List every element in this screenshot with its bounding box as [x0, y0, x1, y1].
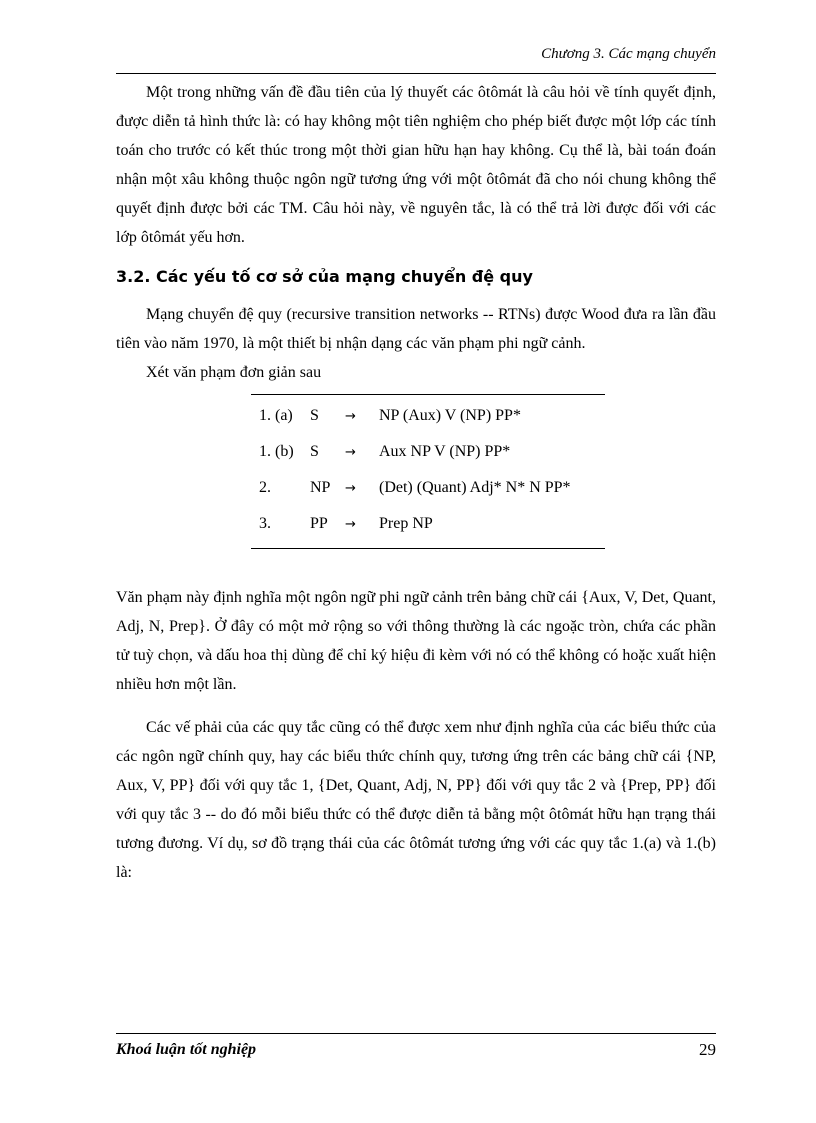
rule-number: 1. (a)	[259, 407, 293, 424]
grammar-rule-row	[251, 434, 605, 470]
rule-rhs: Prep NP	[379, 515, 433, 532]
intro-paragraph: Một trong những vấn đề đầu tiên của lý thuyết các ôtômát là câu hỏi về tính quyết định, được diễn tả hình thức là: có hay không một tiên nghiệm cho phép biết được một lớp các tính toán cho trước có kết thúc trong một thời gian hữu hạn hay không. Cụ thể là, bài toán đoán nhận một xâu không thuộc ngôn ngữ tương ứng với một ôtômát đã cho nói chung không thể quyết định được bởi các TM. Câu hỏi này, về nguyên tắc, là có thể trả lời được đối với các lớp ôtômát yếu hơn.	[116, 84, 716, 246]
section-heading: 3.2. Các yếu tố cơ sở của mạng chuyển đệ quy	[116, 267, 533, 286]
rule-number: 3.	[259, 515, 271, 532]
grammar-rule-row	[251, 398, 605, 434]
right-arrow-icon: →	[345, 444, 356, 460]
rule-number: 1. (b)	[259, 443, 294, 460]
right-arrow-icon: →	[345, 516, 356, 532]
right-arrow-icon: →	[345, 480, 356, 496]
rhs-paragraph: Các vế phải của các quy tắc cũng có thể được xem như định nghĩa của các biểu thức của các ngôn ngữ chính quy, hay các biểu thức chính quy, tương ứng trên các bảng chữ cái {NP, Aux, V, PP} đối với quy tắc 1, {Det, Quant, Adj, N, PP} đối với quy tắc 2 và {Prep, PP} đối với quy tắc 3 -- do đó mỗi biểu thức có thể được diễn tả bằng một ôtômát hữu hạn trạng thái tương đương. Ví dụ, sơ đồ trạng thái của các ôtômát tương ứng với các quy tắc 1.(a) và 1.(b) là:	[116, 719, 716, 881]
footer-title: Khoá luận tốt nghiệp	[116, 1041, 257, 1058]
rule-rhs: Aux NP V (NP) PP*	[379, 443, 511, 460]
rtn-paragraph: Mạng chuyển đệ quy (recursive transition networks -- RTNs) được Wood đưa ra lần đầu tiên vào năm 1970, là một thiết bị nhận dạng các văn phạm phi ngữ cảnh.	[116, 306, 716, 352]
consider-paragraph: Xét văn phạm đơn giản sau	[146, 364, 322, 381]
grammar-definition-paragraph: Văn phạm này định nghĩa một ngôn ngữ phi ngữ cảnh trên bảng chữ cái {Aux, V, Det, Quant, Adj, N, Prep}. Ở đây có một mở rộng so với thông thường là các ngoặc tròn, chứa các phần tử tuỳ chọn, và dấu hoa thị dùng để chỉ ký hiệu đi kèm với nó có thể không có hoặc xuất hiện nhiều hơn một lần.	[116, 589, 716, 693]
rule-number: 2.	[259, 479, 271, 496]
rule-lhs: S	[310, 443, 319, 460]
running-header: Chương 3. Các mạng chuyển	[541, 46, 716, 62]
header-divider	[116, 73, 716, 74]
rule-lhs: NP	[310, 479, 331, 496]
grammar-rules-table	[251, 394, 605, 549]
page-number: 29	[699, 1040, 716, 1059]
rule-lhs: S	[310, 407, 319, 424]
footer-divider	[116, 1033, 716, 1034]
page-body	[116, 78, 716, 887]
rule-lhs: PP	[310, 515, 328, 532]
grammar-rule-row	[251, 470, 605, 506]
rule-rhs: (Det) (Quant) Adj* N* N PP*	[379, 479, 571, 496]
grammar-rule-row	[251, 506, 605, 542]
rule-rhs: NP (Aux) V (NP) PP*	[379, 407, 521, 424]
right-arrow-icon: →	[345, 408, 356, 424]
